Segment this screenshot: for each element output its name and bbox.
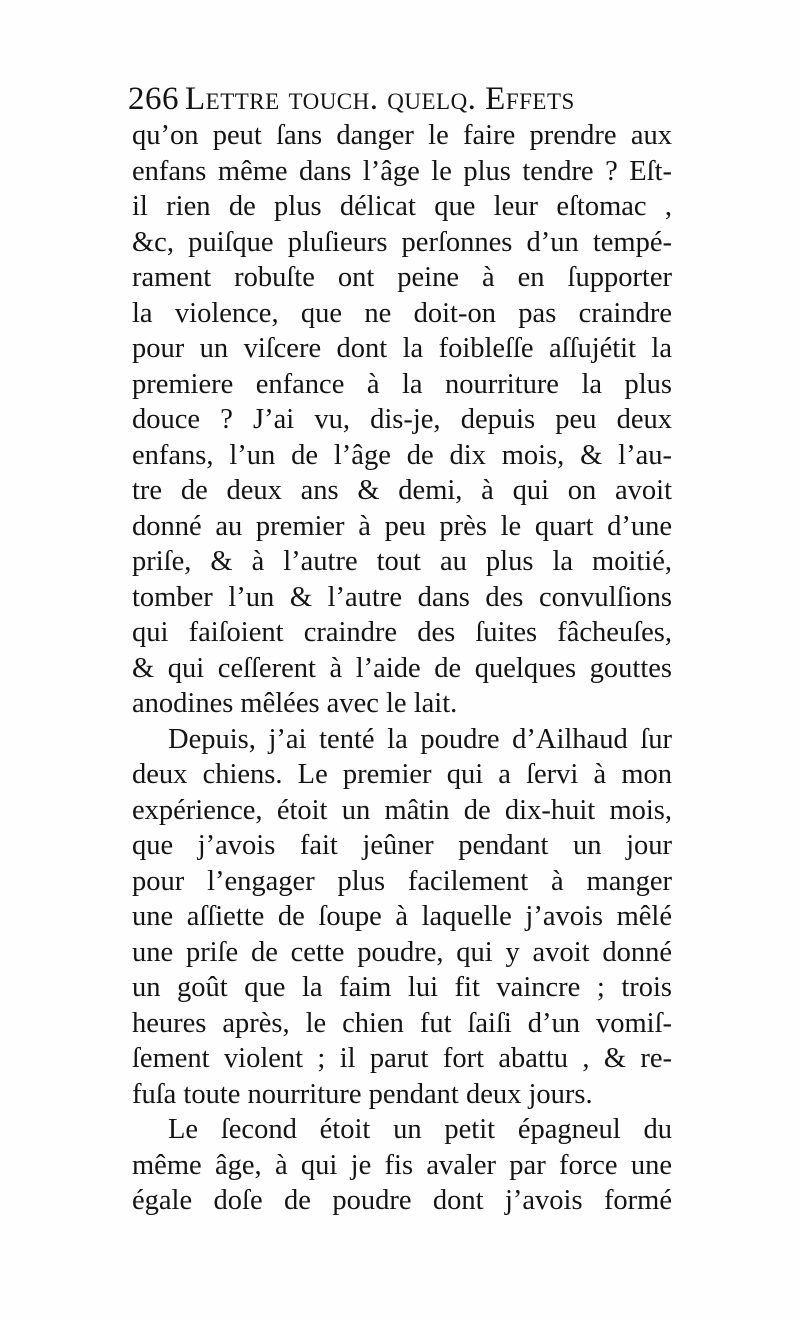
body-text: [132, 118, 672, 1219]
text-line: premiere enfance à la nourriture la plus: [132, 368, 672, 400]
text-line: heures après, le chien fut ſaiſi d’un vomiſ-: [132, 1007, 672, 1039]
running-head: [128, 77, 668, 121]
text-line: & qui ceſſerent à l’aide de quelques gouttes: [132, 652, 672, 684]
paragraph-end-line: anodines mêlées avec le lait.: [132, 688, 458, 719]
text-line: que j’avois fait jeûner pendant un jour: [132, 830, 672, 861]
page-number: 266: [128, 81, 179, 117]
text-line: rament robuſte ont peine à en ſupporter: [132, 262, 672, 293]
text-line: enfans, l’un de l’âge de dix mois, & l’au-: [132, 439, 672, 471]
paragraph-end-line: fuſa toute nourriture pendant deux jours.: [132, 1078, 593, 1110]
text-line: il rien de plus délicat que leur eſtomac ,: [132, 191, 672, 222]
text-line: deux chiens. Le premier qui a ſervi à mon: [132, 759, 672, 790]
text-line: donné au premier à peu près le quart d’une: [132, 510, 672, 542]
paragraph-start-line: Le ſecond étoit un petit épagneul du: [168, 1114, 672, 1145]
text-line: une priſe de cette poudre, qui y avoit donné: [132, 936, 672, 968]
text-line: enfans même dans l’âge le plus tendre ? Eſt-: [132, 155, 672, 187]
paragraph-start-line: Depuis, j’ai tenté la poudre d’Ailhaud ſur: [168, 723, 672, 755]
text-line: un goût que la faim lui fit vaincre ; trois: [132, 972, 672, 1003]
text-line: égale doſe de poudre dont j’avois formé: [132, 1185, 672, 1216]
text-line: douce ? J’ai vu, dis-je, depuis peu deux: [132, 404, 672, 435]
text-line: tomber l’un & l’autre dans des convulſions: [132, 581, 672, 613]
running-head-title: Lettre touch. quelq. Effets: [185, 81, 575, 117]
text-line: ſement violent ; il parut fort abattu , & re-: [132, 1043, 672, 1074]
text-line: même âge, à qui je fis avaler par force une: [132, 1149, 672, 1181]
text-line: pour l’engager plus facilement à manger: [132, 865, 672, 897]
text-line: une aſſiette de ſoupe à laquelle j’avois mêlé: [132, 901, 672, 932]
text-line: expérience, étoit un mâtin de dix-huit mois,: [132, 794, 672, 826]
text-line: la violence, que ne doit-on pas craindre: [132, 297, 672, 329]
text-line: &c, puiſque pluſieurs perſonnes d’un tempé-: [132, 226, 672, 258]
text-line: qui faiſoient craindre des ſuites fâcheuſes,: [132, 617, 672, 648]
text-line: tre de deux ans & demi, à qui on avoit: [132, 475, 672, 506]
text-line: pour un viſcere dont la foibleſſe aſſujétit la: [132, 333, 672, 364]
text-line: priſe, & à l’autre tout au plus la moitié,: [132, 546, 672, 577]
text-line: qu’on peut ſans danger le faire prendre aux: [132, 120, 672, 151]
